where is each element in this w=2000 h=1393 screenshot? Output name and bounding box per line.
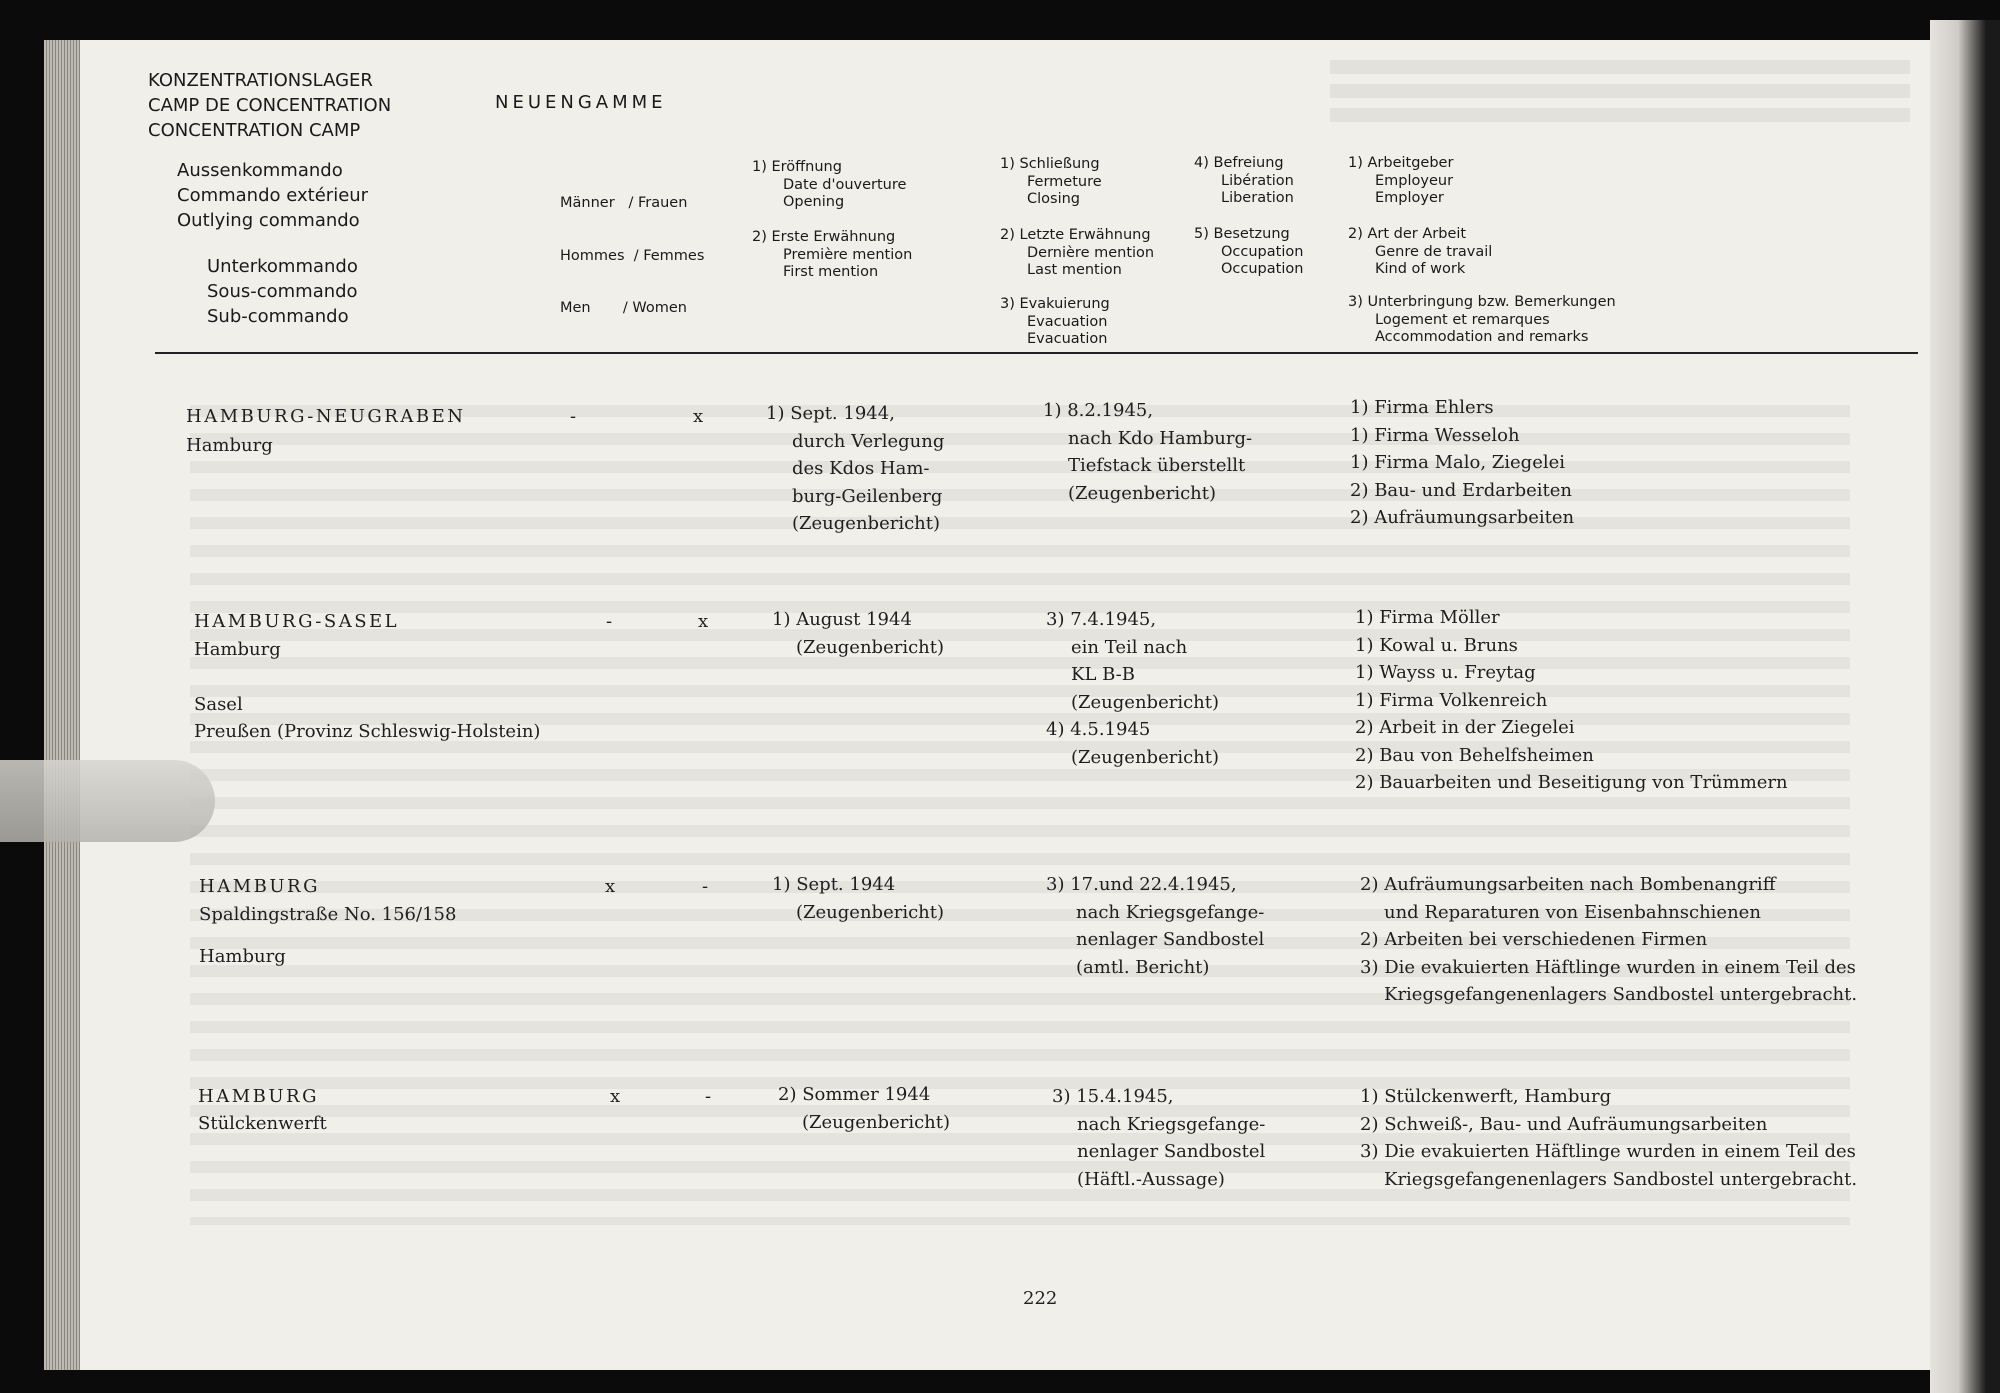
text-line: Hamburg (194, 639, 281, 660)
text-line: 4) 4.5.1945 (1046, 719, 1151, 740)
text-line: 2) Schweiß-, Bau- und Aufräumungsarbeiten (1360, 1113, 1768, 1135)
accommodation-de: 3) Unterbringung bzw. Bemerkungen (1348, 294, 1616, 310)
evacuation-de: 3) Evakuierung (1000, 296, 1110, 312)
evacuation-en: Evacuation (1027, 331, 1108, 347)
show-through (1330, 60, 1910, 130)
liberation-fr: Libération (1221, 172, 1294, 189)
book-gutter (1930, 20, 2000, 1393)
header-rule (155, 352, 1918, 354)
text-line: 2) Aufräumungsarbeiten (1350, 507, 1575, 528)
entry-name: HAMBURG (198, 1086, 319, 1107)
text-line: KL B-B (1071, 664, 1135, 685)
text-line: Spaldingstraße No. 156/158 (199, 904, 457, 925)
camp-labels (148, 68, 391, 143)
closing-de: 1) Schließung (1000, 156, 1100, 172)
occupation-de: 5) Besetzung (1194, 226, 1290, 242)
employer-de: 1) Arbeitgeber (1348, 155, 1454, 171)
text-line: 3) 7.4.1945, (1046, 609, 1157, 630)
text-line: nach Kriegsgefange- (1077, 1113, 1266, 1135)
liberation-de: 4) Befreiung (1194, 155, 1284, 171)
liberation-header (1194, 155, 1294, 208)
entry-women: x (698, 611, 709, 632)
text-line: des Kdos Ham- (792, 458, 930, 479)
text-line: (Zeugenbericht) (792, 513, 941, 534)
entry-closing (1046, 871, 1264, 981)
entry-name: HAMBURG-SASEL (194, 611, 400, 632)
entry-opening (778, 1081, 950, 1136)
entry-men: x (610, 1086, 621, 1107)
camp-label-fr: CAMP DE CONCENTRATION (148, 95, 392, 116)
text-line: 2) Sommer 1944 (778, 1084, 931, 1105)
first-mention-de: 2) Erste Erwähnung (752, 229, 896, 245)
entry-location: Stülckenwerft (198, 1113, 327, 1134)
entry-remarks (1360, 1083, 1857, 1193)
text-line: nach Kdo Hamburg- (1068, 427, 1253, 449)
last-mention-fr: Dernière mention (1027, 244, 1155, 261)
outlying-labels (177, 158, 368, 233)
text-line: (Zeugenbericht) (1071, 746, 1220, 768)
sub-label-fr: Sous-commando (207, 281, 358, 302)
entry-location (199, 901, 456, 970)
closing-fr: Fermeture (1027, 173, 1102, 190)
evacuation-header (1000, 296, 1110, 349)
gender-en: Men / Women (560, 300, 687, 316)
text-line: Tiefstack überstellt (1068, 455, 1246, 476)
closing-header (1000, 156, 1102, 209)
employer-fr: Employeur (1375, 172, 1454, 189)
text-line: 3) Die evakuierten Häftlinge wurden in einem Teil des (1360, 956, 1856, 978)
entry-opening (772, 606, 944, 661)
last-mention-de: 2) Letzte Erwähnung (1000, 227, 1151, 243)
work-en: Kind of work (1375, 261, 1466, 277)
text-line: (Zeugenbericht) (796, 636, 945, 658)
text-line: 2) Arbeiten bei verschiedenen Firmen (1360, 929, 1708, 950)
sub-labels (207, 254, 358, 329)
employer-header (1348, 155, 1453, 208)
text-line: nenlager Sandbostel (1076, 929, 1265, 950)
camp-label-de: KONZENTRATIONSLAGER (148, 70, 373, 91)
entry-name: HAMBURG (199, 876, 320, 897)
text-line: (Häftl.-Aussage) (1077, 1168, 1225, 1190)
text-line: 2) Bau- und Erdarbeiten (1350, 479, 1572, 501)
first-mention-header (752, 229, 912, 282)
entry-women: - (702, 876, 709, 897)
last-mention-en: Last mention (1027, 262, 1122, 278)
entry-men: - (606, 611, 613, 632)
page-clip (0, 760, 215, 842)
text-line: (Zeugenbericht) (1071, 691, 1220, 713)
text-line: 1) 8.2.1945, (1043, 400, 1154, 421)
entry-opening (772, 871, 944, 926)
accommodation-header (1348, 294, 1616, 347)
entry-closing (1043, 397, 1252, 507)
gender-fr: Hommes / Femmes (560, 247, 705, 264)
entry-men: x (605, 876, 616, 897)
text-line: Kriegsgefangenenlagers Sandbostel untergebracht. (1384, 984, 1858, 1005)
occupation-en: Occupation (1221, 261, 1304, 277)
text-line: 1) Firma Wesseloh (1350, 424, 1520, 446)
entry-remarks (1350, 394, 1574, 532)
page-number: 222 (1023, 1288, 1058, 1309)
entry-closing (1052, 1083, 1265, 1193)
text-line: 1) Firma Volkenreich (1355, 689, 1548, 711)
entry-name: HAMBURG-NEUGRABEN (186, 406, 466, 427)
first-mention-fr: Première mention (783, 246, 913, 263)
text-line: 1) Firma Möller (1355, 607, 1500, 628)
text-line: (Zeugenbericht) (802, 1111, 951, 1133)
text-line: 1) Firma Malo, Ziegelei (1350, 452, 1566, 473)
opening-de: 1) Eröffnung (752, 159, 842, 175)
entry-opening (766, 400, 944, 538)
text-line: (Zeugenbericht) (796, 901, 945, 923)
text-line: 1) August 1944 (772, 609, 912, 630)
gender-header (560, 160, 704, 335)
entry-remarks (1355, 604, 1788, 797)
liberation-en: Liberation (1221, 190, 1294, 206)
entry-men: - (570, 406, 577, 427)
camp-label-en: CONCENTRATION CAMP (148, 120, 361, 141)
occupation-fr: Occupation (1221, 243, 1304, 260)
entry-remarks (1360, 871, 1857, 1009)
text-line: 3) 15.4.1945, (1052, 1086, 1174, 1107)
text-line: nach Kriegsgefange- (1076, 901, 1265, 923)
text-line: 1) Sept. 1944, (766, 403, 895, 424)
opening-en: Opening (783, 194, 845, 210)
text-line: 1) Wayss u. Freytag (1355, 662, 1536, 683)
first-mention-en: First mention (783, 264, 879, 280)
text-line: Preußen (Provinz Schleswig-Holstein) (194, 721, 541, 742)
sub-label-en: Sub-commando (207, 306, 349, 327)
evacuation-fr: Evacuation (1027, 313, 1108, 330)
text-line: 2) Arbeit in der Ziegelei (1355, 717, 1575, 738)
work-fr: Genre de travail (1375, 243, 1493, 260)
text-line: (amtl. Bericht) (1076, 956, 1210, 978)
closing-en: Closing (1027, 191, 1081, 207)
accommodation-fr: Logement et remarques (1375, 311, 1550, 328)
last-mention-header (1000, 227, 1154, 280)
text-line: 1) Stülckenwerft, Hamburg (1360, 1086, 1612, 1107)
text-line: 3) Die evakuierten Häftlinge wurden in einem Teil des (1360, 1141, 1856, 1162)
entry-location: Hamburg (186, 435, 273, 456)
text-line: 2) Bau von Behelfsheimen (1355, 744, 1594, 766)
text-line: 3) 17.und 22.4.1945, (1046, 874, 1237, 895)
accommodation-en: Accommodation and remarks (1375, 329, 1589, 345)
text-line: nenlager Sandbostel (1077, 1141, 1266, 1162)
text-line: (Zeugenbericht) (1068, 482, 1217, 504)
outlying-label-fr: Commando extérieur (177, 185, 369, 206)
text-line: 1) Kowal u. Bruns (1355, 634, 1518, 656)
text-line (194, 664, 540, 691)
opening-fr: Date d'ouverture (783, 176, 907, 193)
occupation-header (1194, 226, 1303, 279)
opening-header (752, 159, 906, 212)
outlying-label-en: Outlying commando (177, 210, 360, 231)
work-de: 2) Art der Arbeit (1348, 226, 1467, 242)
text-line: durch Verlegung (792, 430, 945, 452)
sub-label-de: Unterkommando (207, 256, 358, 277)
text-line: 1) Sept. 1944 (772, 874, 896, 895)
camp-name: NEUENGAMME (495, 92, 667, 113)
text-line: 2) Aufräumungsarbeiten nach Bombenangriff (1360, 874, 1776, 895)
text-line: Sasel (194, 693, 243, 715)
text-line: Kriegsgefangenenlagers Sandbostel untergebracht. (1384, 1168, 1858, 1190)
outlying-label-de: Aussenkommando (177, 160, 343, 181)
text-line: Hamburg (199, 945, 286, 967)
text-line: 2) Bauarbeiten und Beseitigung von Trümmern (1355, 772, 1788, 793)
entry-location (194, 636, 540, 746)
work-header (1348, 226, 1492, 279)
text-line: und Reparaturen von Eisenbahnschienen (1384, 901, 1761, 923)
entry-women: x (693, 406, 704, 427)
text-line: ein Teil nach (1071, 636, 1188, 658)
entry-women: - (705, 1086, 712, 1107)
gender-de: Männer / Frauen (560, 195, 688, 211)
text-line: 1) Firma Ehlers (1350, 397, 1494, 418)
entry-closing (1046, 606, 1219, 771)
employer-en: Employer (1375, 190, 1444, 206)
text-line: burg-Geilenberg (792, 485, 943, 507)
